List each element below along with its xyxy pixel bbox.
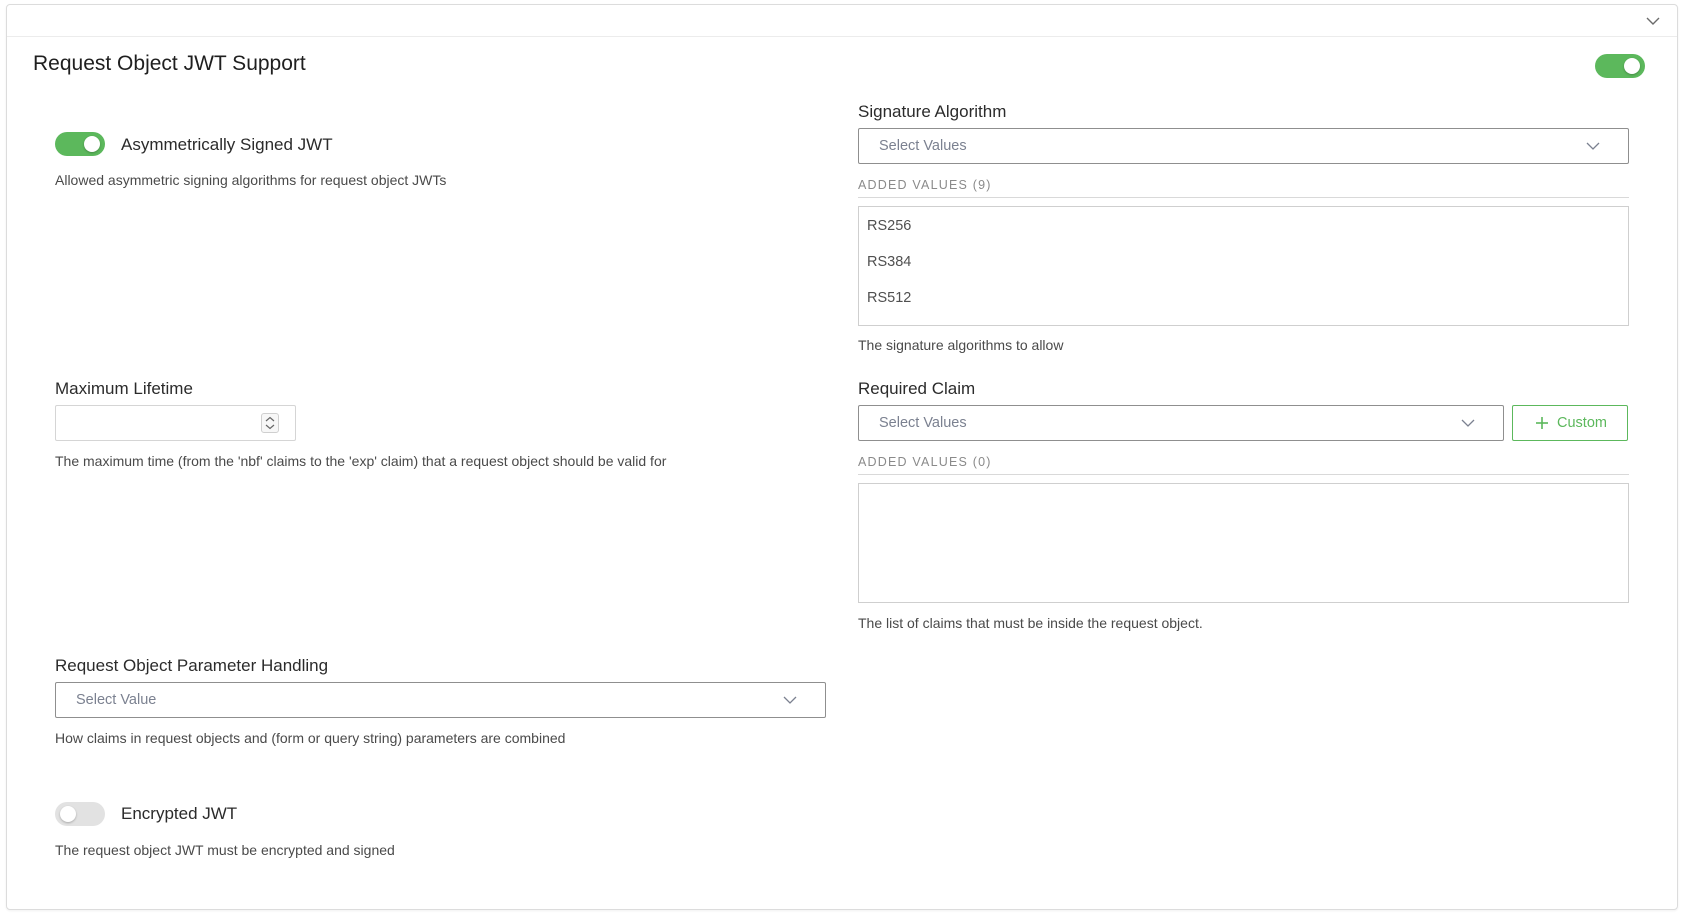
required-claim-added-values-list[interactable] [858,483,1629,603]
signature-algorithm-select[interactable] [858,128,1629,164]
encrypted-jwt-description: The request object JWT must be encrypted and signed [55,842,395,858]
required-claim-select[interactable] [858,405,1504,441]
chevron-down-icon [783,695,797,705]
signature-algorithm-description: The signature algorithms to allow [858,337,1064,353]
select-placeholder: Select Values [879,415,967,431]
add-custom-claim-button[interactable] [1512,405,1628,441]
asymmetric-jwt-label: Asymmetrically Signed JWT [121,135,333,154]
maximum-lifetime-description: The maximum time (from the 'nbf' claims to the 'exp' claim) that a request object should be valid for [55,453,667,469]
parameter-handling-description: How claims in request objects and (form or query string) parameters are combined [55,730,566,746]
chevron-down-icon[interactable] [1645,15,1661,27]
panel-header-bar [7,5,1677,37]
select-placeholder: Select Value [76,692,157,708]
list-item[interactable]: RS256 [867,218,912,234]
encrypted-jwt-label: Encrypted JWT [121,804,238,823]
signature-added-values-header: ADDED VALUES (9) [858,178,992,192]
section-title: Request Object JWT Support [33,52,306,75]
custom-button-label: Custom [1557,415,1607,431]
required-claim-added-values-header: ADDED VALUES (0) [858,455,992,469]
signature-added-values-list[interactable] [858,206,1629,326]
toggle-knob [60,806,76,822]
parameter-handling-label: Request Object Parameter Handling [55,656,329,675]
required-claim-label: Required Claim [858,379,976,398]
toggle-knob [1624,58,1640,74]
signature-algorithm-label: Signature Algorithm [858,102,1007,121]
number-stepper[interactable] [261,413,279,433]
plus-icon [1535,416,1549,430]
divider [858,474,1629,475]
maximum-lifetime-input[interactable] [55,405,296,441]
required-claim-description: The list of claims that must be inside the request object. [858,615,1203,631]
maximum-lifetime-label: Maximum Lifetime [55,379,193,398]
list-item[interactable]: RS384 [867,254,912,270]
chevron-down-icon [1586,141,1600,151]
stepper-arrows-icon [262,414,278,432]
select-placeholder: Select Values [879,138,967,154]
list-item[interactable]: RS512 [867,290,912,306]
asymmetric-jwt-toggle[interactable] [55,132,105,156]
divider [858,197,1629,198]
asymmetric-jwt-description: Allowed asymmetric signing algorithms for request object JWTs [55,172,447,188]
toggle-knob [84,136,100,152]
section-enable-toggle[interactable] [1595,54,1645,78]
chevron-down-icon [1461,418,1475,428]
encrypted-jwt-toggle[interactable] [55,802,105,826]
parameter-handling-select[interactable] [55,682,826,718]
